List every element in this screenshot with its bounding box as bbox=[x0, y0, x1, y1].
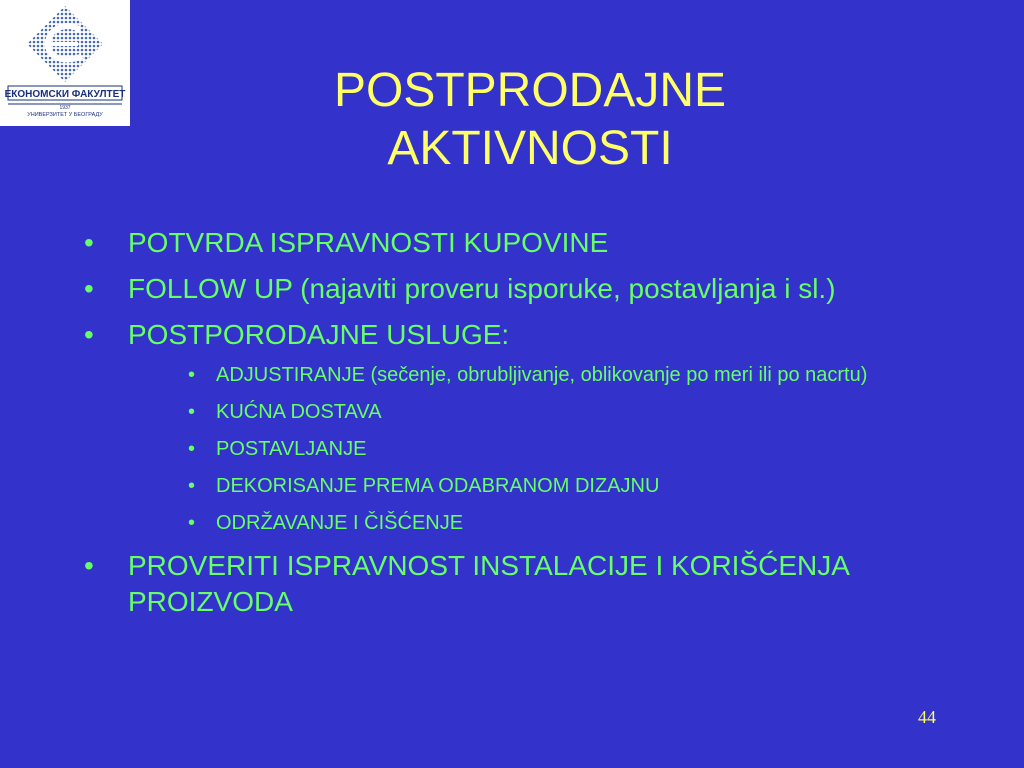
bullet-text: POSTPORODAJNE USLUGE: bbox=[128, 319, 510, 350]
sub-bullet-text: DEKORISANJE PREMA ODABRANOM DIZAJNU bbox=[216, 475, 660, 497]
logo-emblem-icon bbox=[0, 0, 130, 126]
bullet-icon: • bbox=[84, 227, 94, 258]
page-number: 44 bbox=[918, 707, 936, 727]
bullet-text: FOLLOW UP (najaviti proveru isporuke, postavljanja i sl.) bbox=[128, 273, 836, 304]
bullet-icon: • bbox=[84, 319, 94, 350]
bullet-text: PROVERITI ISPRAVNOST INSTALACIJE I KORIŠĆENJA PROIZVODA bbox=[128, 550, 849, 617]
bullet-icon: • bbox=[84, 273, 94, 304]
logo-title-text: ЕКОНОМСКИ ФАКУЛТЕТ bbox=[4, 89, 126, 100]
sub-bullet-text: ADJUSTIRANJE (sečenje, obrubljivanje, oblikovanje po meri ili po nacrtu) bbox=[216, 364, 868, 386]
sub-bullet-icon: • bbox=[188, 438, 196, 460]
title-line-1: POSTPRODAJNE bbox=[333, 64, 727, 117]
logo-subtitle-text: УНИВЕРЗИТЕТ У БЕОГРАДУ bbox=[27, 112, 103, 118]
sub-bullet-text: KUĆNA DOSTAVA bbox=[216, 401, 382, 423]
bullet-item bbox=[84, 225, 944, 261]
sub-bullet-text: POSTAVLJANJE bbox=[216, 438, 367, 460]
faculty-logo bbox=[0, 0, 130, 126]
bullet-icon: • bbox=[84, 550, 94, 581]
bullet-item bbox=[84, 271, 944, 307]
sub-bullet-text: ODRŽAVANJE I ČIŠĆENJE bbox=[216, 512, 464, 534]
bullet-item bbox=[84, 548, 944, 620]
sub-bullet-list bbox=[84, 363, 944, 535]
logo-year-text: 1937 bbox=[59, 105, 71, 111]
bullet-text: POTVRDA ISPRAVNOSTI KUPOVINE bbox=[128, 227, 609, 258]
bullet-item bbox=[84, 317, 944, 353]
bullet-list bbox=[84, 225, 944, 630]
sub-bullet-item bbox=[84, 474, 944, 498]
sub-bullet-item bbox=[84, 511, 944, 535]
sub-bullet-icon: • bbox=[188, 512, 196, 534]
sub-bullet-icon: • bbox=[188, 401, 196, 423]
slide-title bbox=[130, 62, 930, 178]
sub-bullet-item bbox=[84, 363, 944, 387]
sub-bullet-icon: • bbox=[188, 364, 196, 386]
sub-bullet-item bbox=[84, 437, 944, 461]
sub-bullet-item bbox=[84, 400, 944, 424]
sub-bullet-icon: • bbox=[188, 475, 196, 497]
title-line-2: AKTIVNOSTI bbox=[387, 122, 673, 175]
